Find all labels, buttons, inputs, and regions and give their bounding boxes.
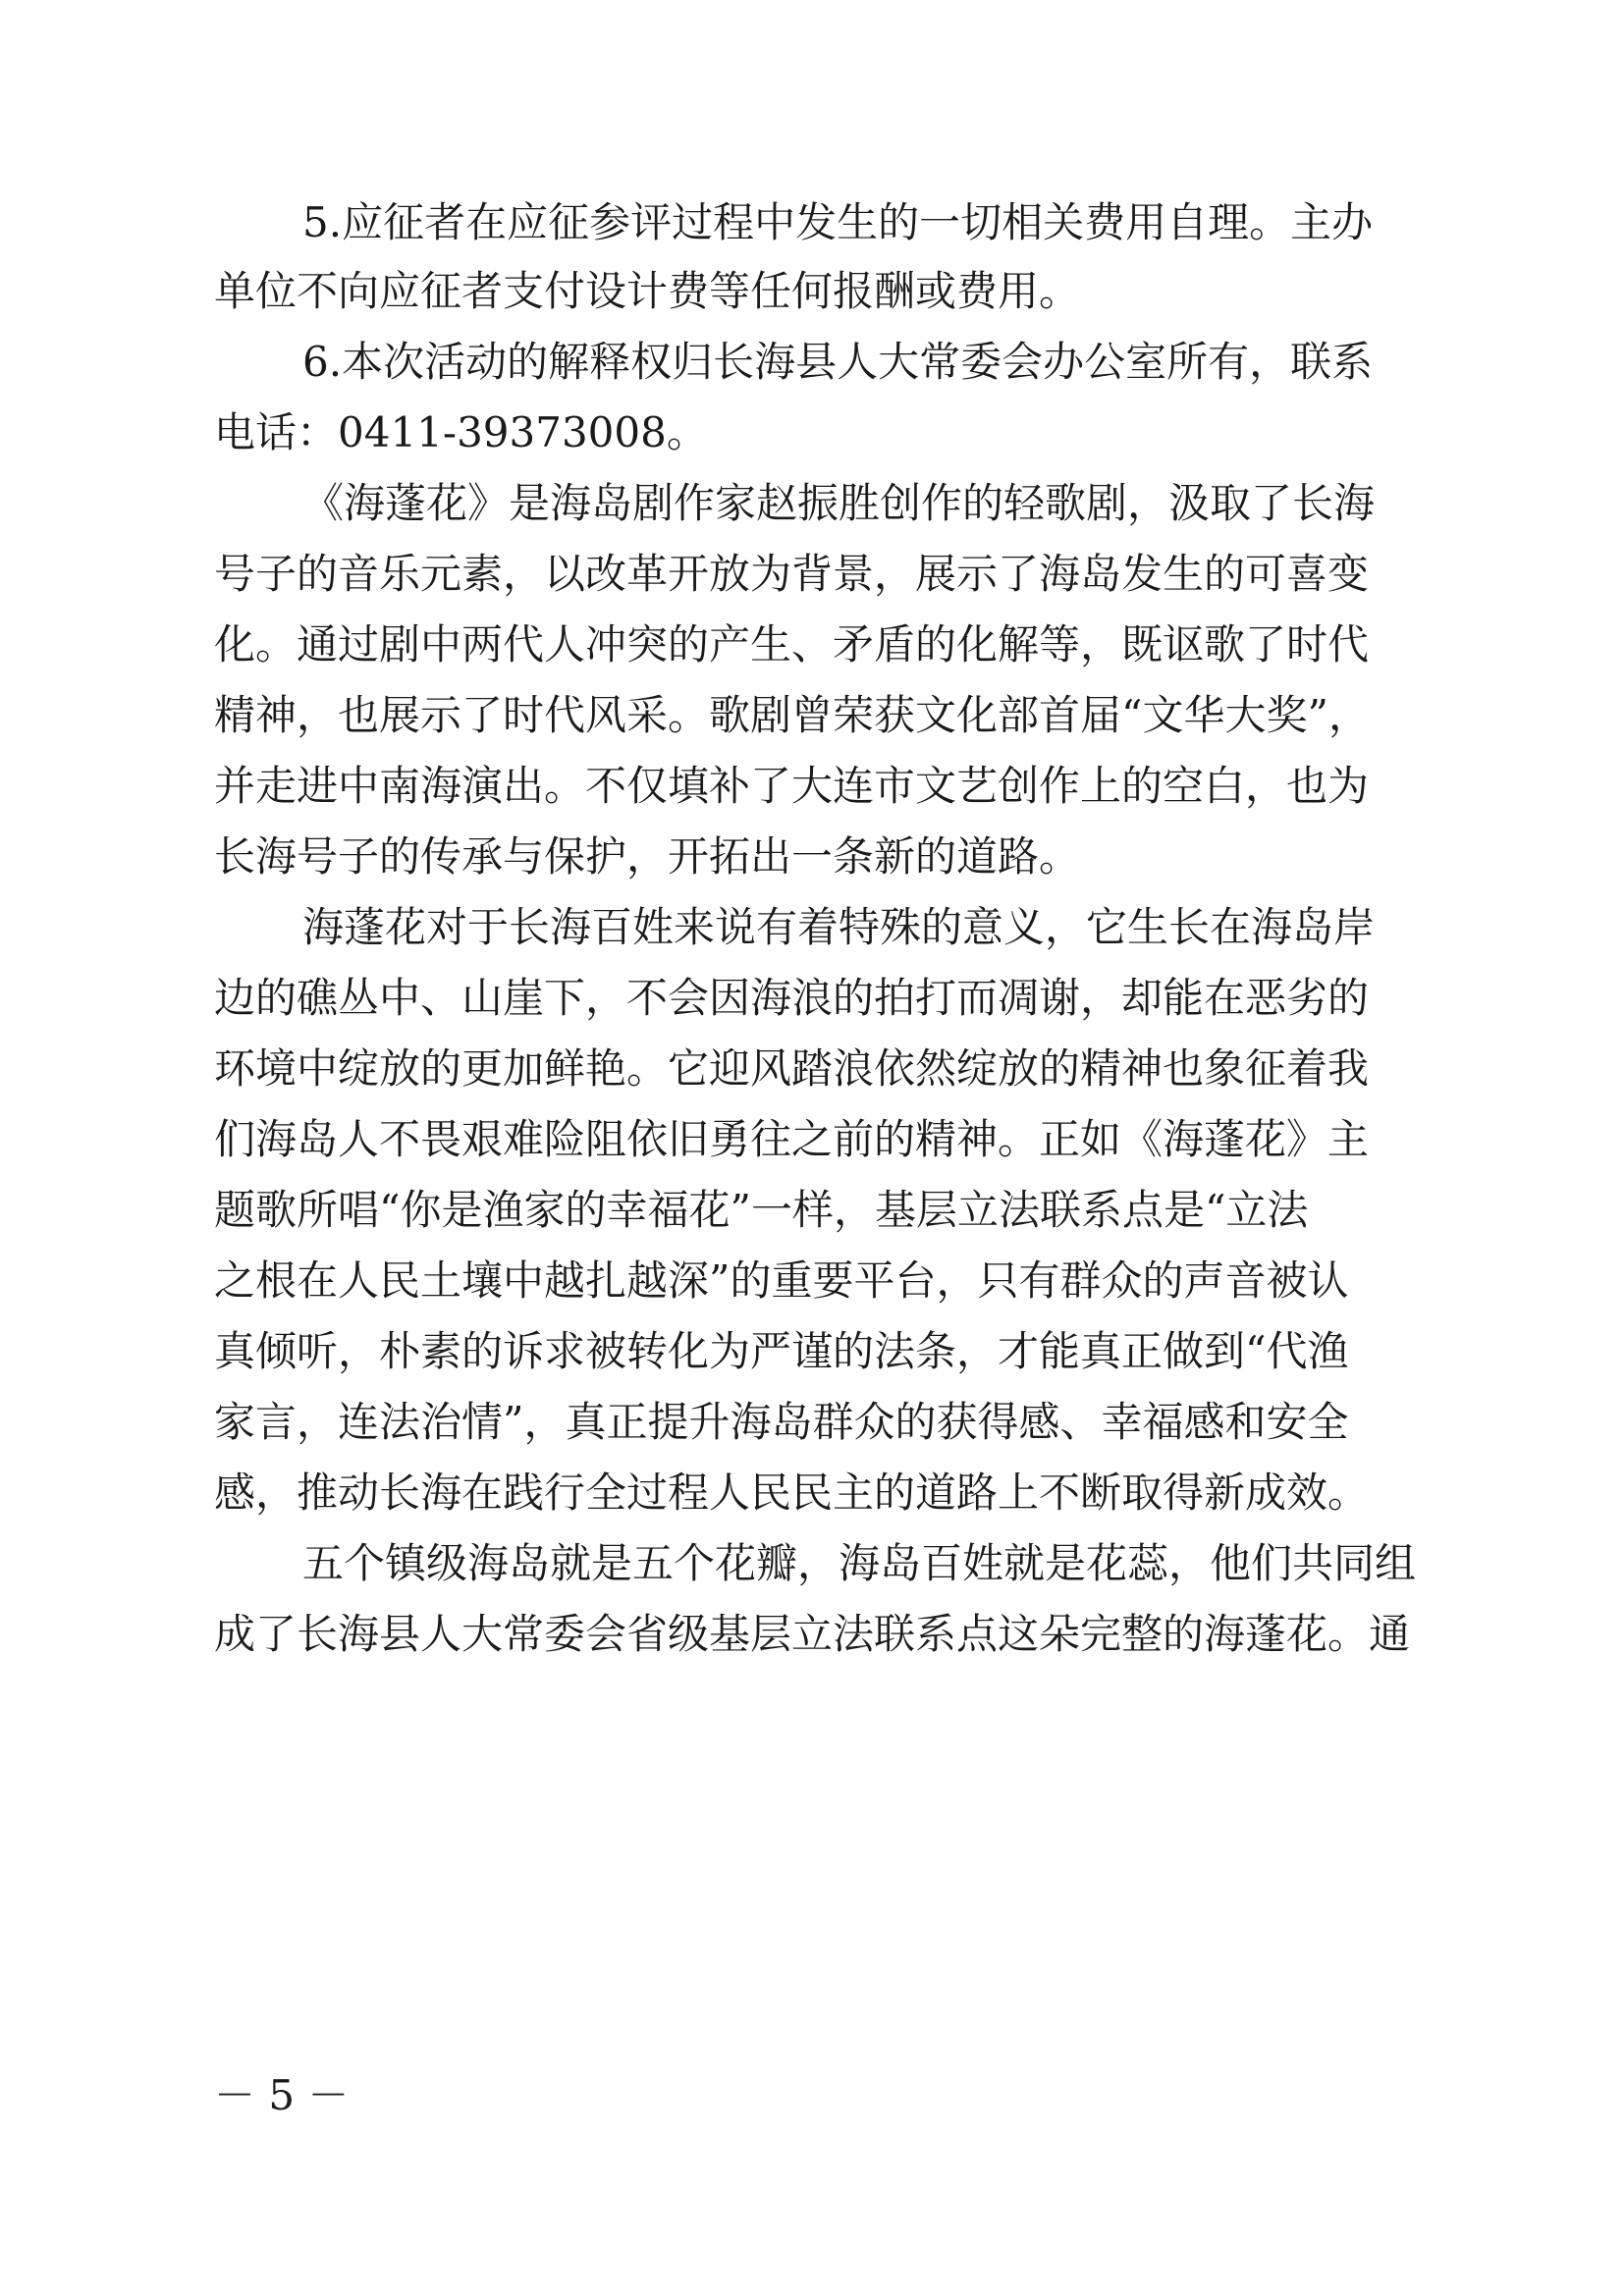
text-line: 海蓬花对于长海百姓来说有着特殊的意义，它生长在海岛岸 xyxy=(302,903,1376,951)
text-line: 环境中绽放的更加鲜艳。它迎风踏浪依然绽放的精神也象征着我 xyxy=(214,1044,1370,1093)
text-line: 并走进中南海演出。不仅填补了大连市文艺创作上的空白，也为 xyxy=(214,762,1370,810)
text-line: 真倾听，朴素的诉求被转化为严谨的法条，才能真正做到“代渔 xyxy=(214,1327,1349,1375)
text-line: 五个镇级海岛就是五个花瓣，海岛百姓就是花蕊，他们共同组 xyxy=(302,1539,1417,1587)
text-line: 精神，也展示了时代风采。歌剧曾荣获文化部首届“文华大奖”， xyxy=(214,691,1370,739)
text-line: 成了长海县人大常委会省级基层立法联系点这朵完整的海蓬花。通 xyxy=(214,1610,1411,1658)
page-number: － 5 － xyxy=(214,2071,350,2119)
text-line: 化。通过剧中两代人冲突的产生、矛盾的化解等，既讴歌了时代 xyxy=(214,620,1370,668)
text-line: 《海蓬花》是海岛剧作家赵振胜创作的轻歌剧，汲取了长海 xyxy=(302,479,1376,527)
text-line: 家言，连法治情”，真正提升海岛群众的获得感、幸福感和安全 xyxy=(214,1398,1349,1446)
text-line: 单位不向应征者支付设计费等任何报酬或费用。 xyxy=(214,267,1081,315)
text-line: 题歌所唱“你是渔家的幸福花”一样，基层立法联系点是“立法 xyxy=(214,1186,1309,1234)
text-line: 之根在人民土壤中越扎越深”的重要平台，只有群众的声音被认 xyxy=(214,1256,1349,1305)
text-line: 电话：0411-39373008。 xyxy=(214,408,708,456)
text-line: 边的礁丛中、山崖下，不会因海浪的拍打而凋谢，却能在恶劣的 xyxy=(214,974,1370,1022)
text-line: 们海岛人不畏艰难险阻依旧勇往之前的精神。正如《海蓬花》主 xyxy=(214,1115,1370,1163)
text-line: 长海号子的传承与保护，开拓出一条新的道路。 xyxy=(214,832,1081,881)
text-line: 6.本次活动的解释权归长海县人大常委会办公室所有，联系 xyxy=(302,338,1374,386)
text-line: 感，推动长海在践行全过程人民民主的道路上不断取得新成效。 xyxy=(214,1468,1370,1517)
text-line: 5.应征者在应征参评过程中发生的一切相关费用自理。主办 xyxy=(302,198,1374,246)
text-line: 号子的音乐元素，以改革开放为背景，展示了海岛发生的可喜变 xyxy=(214,550,1370,598)
